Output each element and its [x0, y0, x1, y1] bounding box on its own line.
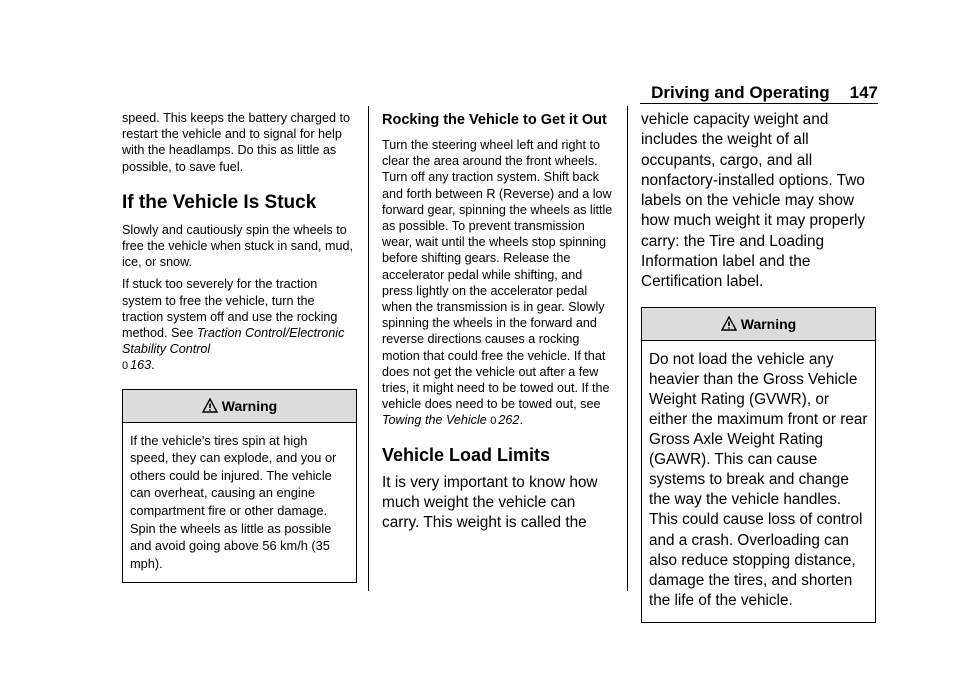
warning-text: If the vehicle's tires spin at high speed, they can explode, and you or others could be injured. The vehicle can overheat, causing an engine compartment fire or other damage. Spin the wheels as little as possible and avoid going above 56 km/h (35 mph). — [130, 432, 337, 571]
page-number: 147 — [849, 83, 878, 102]
paragraph: It is very important to know how much weight the vehicle can carry. This weight is called the — [382, 473, 598, 532]
column-middle — [382, 110, 614, 534]
cross-reference-link[interactable]: Traction Control/Electronic Stability Control — [122, 326, 345, 357]
column-divider — [368, 106, 369, 591]
cross-reference-link[interactable]: Towing the Vehicle — [382, 413, 487, 428]
section-title: Driving and Operating — [651, 83, 830, 102]
page-reference-icon: 0 — [122, 360, 129, 373]
column-divider — [627, 106, 628, 591]
intro-paragraph: speed. This keeps the battery charged to restart the vehicle and to signal for help with the headlamps. Do this as little as possible, to save fuel. — [122, 111, 350, 174]
warning-header — [123, 390, 356, 423]
section-heading: Vehicle Load Limits — [382, 444, 551, 465]
paragraph: If stuck too severely for the traction system to free the vehicle, turn the traction system off and use the rocking method. See Traction Control/Electronic Stability Control 0 163. — [122, 276, 357, 374]
warning-title: Warning — [221, 397, 278, 414]
warning-title: Warning — [740, 315, 797, 332]
column-right — [641, 110, 876, 623]
page-reference[interactable]: 163 — [130, 358, 152, 373]
subsection-heading: Rocking the Vehicle to Get it Out — [382, 112, 607, 128]
warning-header — [642, 308, 875, 341]
warning-icon — [721, 316, 737, 331]
warning-box — [122, 389, 357, 584]
page-header — [630, 82, 878, 104]
section-heading: If the Vehicle Is Stuck — [122, 191, 317, 213]
warning-text: Do not load the vehicle any heavier than the Gross Vehicle Weight Rating (GVWR), or either the maximum front or rear Gross Axle Weight Rating (GAWR). This can cause systems to break and change the way the vehicle handles. This could cause loss of control and a crash. Overloading can also reduce stopping distance, damage the tires, and shorten the life of the vehicle. — [649, 350, 868, 609]
page-reference[interactable]: 262 — [498, 413, 520, 428]
column-left — [122, 110, 357, 583]
header-rule — [640, 103, 878, 104]
paragraph: vehicle capacity weight and includes the weight of all occupants, cargo, and all nonfactory-installed options. Two labels on the vehicle may show how much weight it may properly carry: the Tire and Loading Information label and the Certification label. — [641, 111, 866, 291]
warning-icon — [202, 398, 218, 413]
page-reference-icon: 0 — [490, 415, 497, 428]
paragraph: Slowly and cautiously spin the wheels to free the vehicle when stuck in sand, mud, ice, or snow. — [122, 222, 354, 270]
paragraph: Turn the steering wheel left and right to clear the area around the front wheels. Turn off any traction system. Shift back and forth between R (Reverse) and a low forward gear, spinning the wheels as little as possible. To prevent transmission wear, wait until the wheels stop spinning before shifting gears. Release the accelerator pedal while shifting, and press lightly on the accelerator pedal when the transmission is in gear. Slowly spinning the wheels in the forward and reverse directions causes a rocking motion that could free the vehicle. If that does not get the vehicle out after a few tries, it might need to be towed out. If the vehicle does need to be towed out, see Towing the Vehicle 0 262. — [382, 137, 614, 430]
warning-box — [641, 307, 876, 623]
